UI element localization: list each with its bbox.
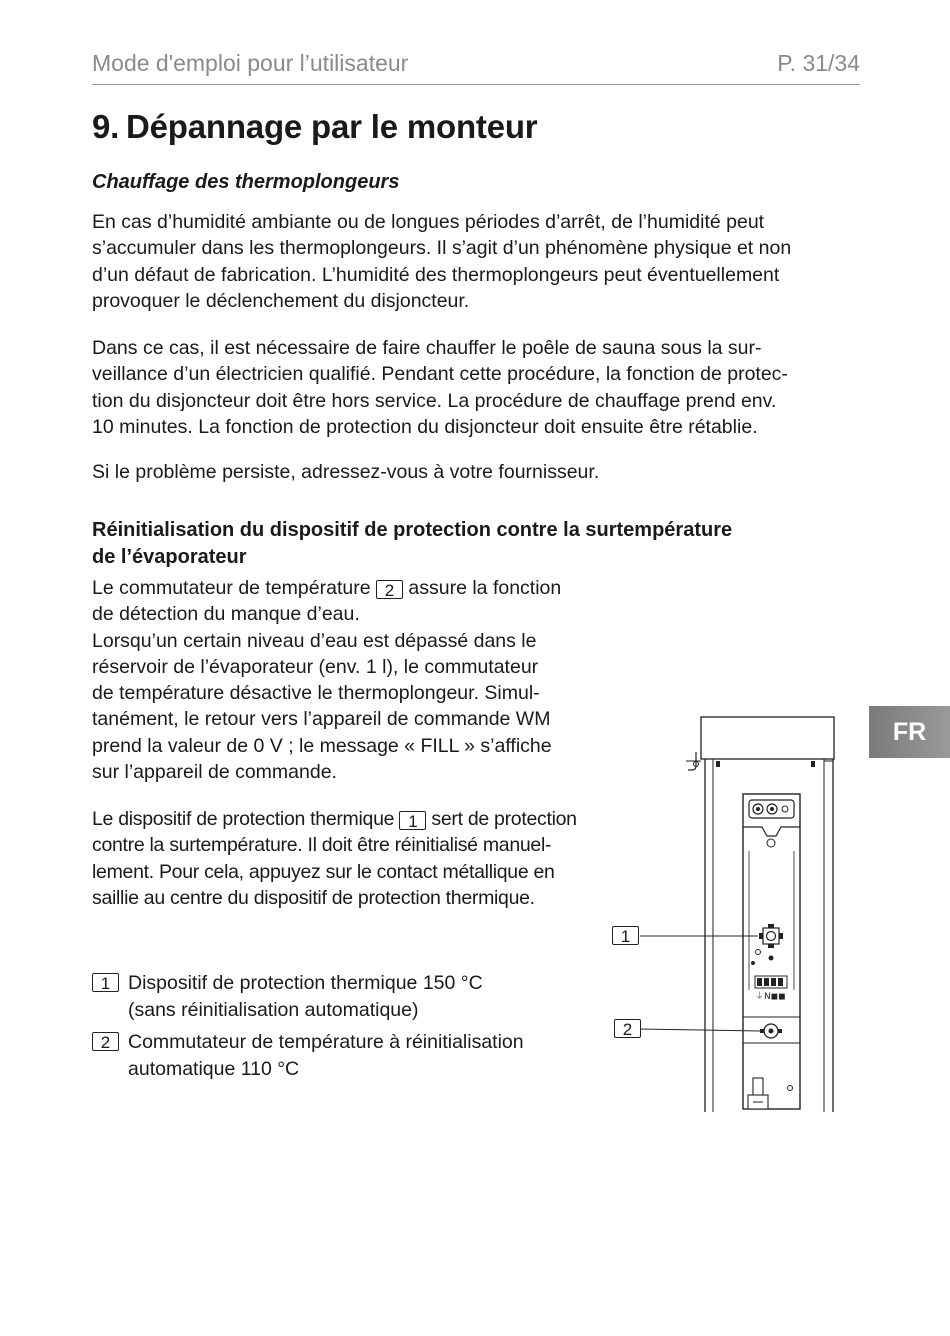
language-tab: FR (869, 706, 950, 758)
cover-top (701, 717, 834, 759)
evaporator-diagram (600, 700, 850, 1120)
page-header (92, 50, 860, 85)
thermal-protection-device (759, 924, 783, 948)
legend-box-2: 2 (92, 1032, 119, 1051)
subheading-heating: Chauffage des thermoplongeurs (92, 171, 400, 193)
section-number: 9. (92, 108, 120, 145)
callout-1: 1 (612, 926, 639, 945)
page-title (92, 108, 537, 146)
ref-box-1: 1 (399, 811, 426, 830)
header-title: Mode d'emploi pour l’utilisateur (92, 50, 409, 76)
module-body (743, 794, 800, 1109)
ref-box-2: 2 (376, 580, 403, 599)
paragraph-thermal-protection: Le dispositif de protection thermique 1 sert de protection contre la surtempérature. Il doit être réinitialisé manuel- lement. Pour cela, appuyez sur le contact métallique en saillie au centre du dispositif de protection thermique. (92, 808, 577, 909)
section-title: Dépannage par le monteur (126, 108, 538, 145)
paragraph-supplier: Si le problème persiste, adressez-vous à votre fournisseur. (92, 461, 600, 483)
paragraph-temperature-switch: Le commutateur de température 2 assure la fonction de détection du manque d’eau. Lorsqu’un certain niveau d’eau est dépassé dans le réservoir de l’évaporateur (env. 1 l), le commutateur de température désactive le thermoplongeur. Simul- tanément, le retour vers l’appareil de commande WM prend la valeur de 0 V ; le message « FILL » s’affiche sur l’appareil de commande. (92, 577, 562, 784)
subheading-reset: Réinitialisation du dispositif de protection contre la surtempérature de l’évaporateur (92, 519, 733, 568)
legend-box-1: 1 (92, 973, 119, 992)
paragraph-humidity: En cas d’humidité ambiante ou de longues périodes d’arrêt, de l’humidité peut s’accumuler dans les thermoplongeurs. Il s’agit d’un phénomène physique et non d’un défaut de fabrication. L’humidité des thermoplongeurs peut éventuellement provoquer le déclenchement du disjoncteur. (92, 211, 792, 312)
callout-leader-2 (640, 1029, 760, 1031)
callout-2: 2 (614, 1019, 641, 1038)
paragraph-procedure: Dans ce cas, il est nécessaire de faire chauffer le poêle de sauna sous la sur- veillance d’un électricien qualifié. Pendant cette procédure, la fonction de protec- tion du disjoncteur doit être hors service. La procédure de chauffage prend env. 10 minutes. La fonction de protection du disjoncteur doit ensuite être rétablie. (92, 337, 788, 438)
terminal-label: ⏚N◼◼ (755, 992, 786, 1002)
page-number: P. 31/34 (777, 50, 860, 76)
